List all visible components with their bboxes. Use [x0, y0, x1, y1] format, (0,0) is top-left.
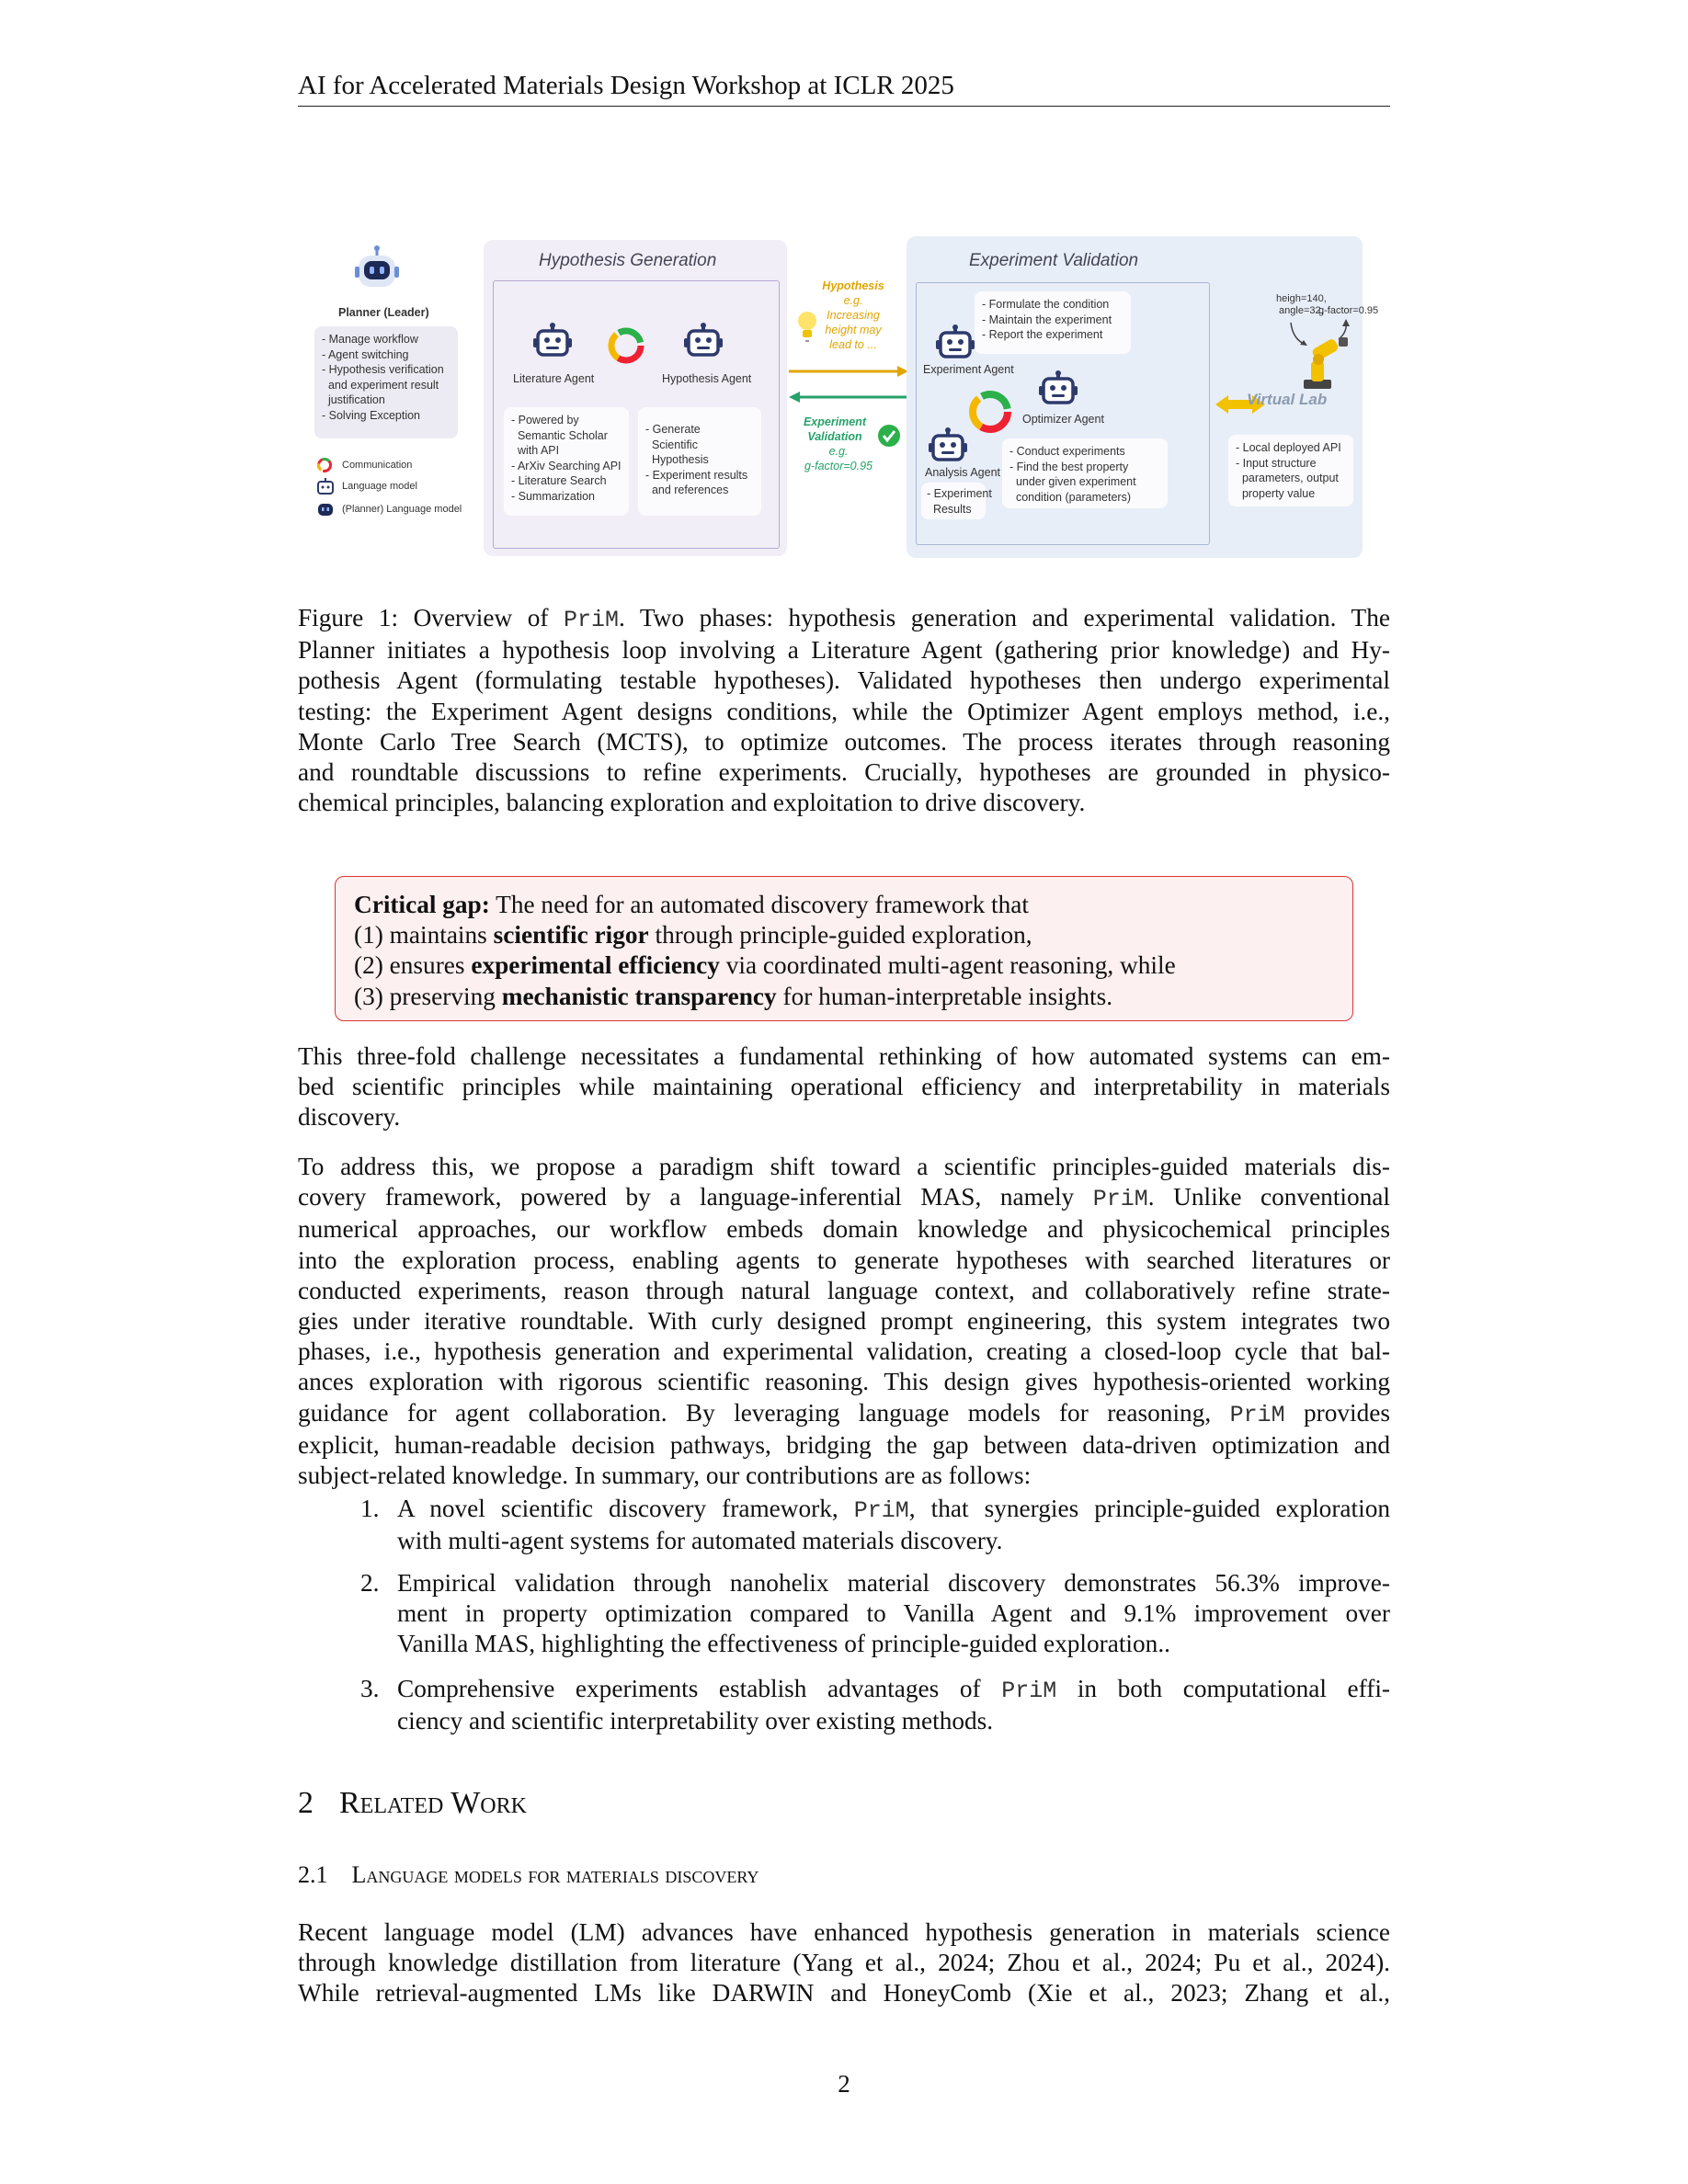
lab-output-param: g-factor=0.95 [1318, 305, 1379, 316]
planner-language-model-icon [316, 501, 335, 518]
validation-arrow-example: e.g. g-factor=0.95 [804, 445, 873, 472]
figure-1 [303, 234, 1379, 562]
virtual-lab-title: Virtual Lab [1247, 391, 1328, 408]
caption-line: Planner initiates a hypothesis loop involving a Literature Agent (gathering prior knowledge) and Hy- [298, 636, 1390, 665]
literature-agent-robot-icon [533, 323, 572, 361]
hypothesis-arrow-title: Hypothesis [822, 279, 884, 292]
planner-card: - Manage workflow - Agent switching - Hypothesis verification and experiment result justification - Solving Exception [314, 326, 458, 438]
gap-label: Critical gap: [354, 891, 490, 918]
paragraph-challenge: This three-fold challenge necessitates a fundamental rethinking of how automated systems can em- bed scientific principles while maintaining operational efficiency and interpretability in materials discovery. [298, 1042, 1390, 1132]
literature-agent-label: Literature Agent [513, 372, 595, 385]
planner-robot-icon [355, 245, 399, 291]
analysis-agent-label: Analysis Agent [925, 466, 1000, 479]
optimizer-agent-label: Optimizer Agent [1022, 413, 1104, 426]
figure-caption [298, 603, 1390, 818]
section-heading: 2 Related Work [298, 1786, 527, 1820]
paragraph-related-work: Recent language model (LM) advances have enhanced hypothesis generation in materials science through knowledge distillation from literature (Yang et al., 2024; Zhou et al., 2024; Pu et al., 2024). While retrieval-augmented LMs like DARWIN and HoneyComb (Xie et al., 2023; Zhang et al., [298, 1918, 1390, 2008]
legend-language-model: Language model [342, 481, 417, 492]
experiment-cycle-icon [965, 387, 1015, 437]
paragraph-proposal: To address this, we propose a paradigm shift toward a scientific principles-guided materials dis- covery framework, powered by a language-inferential MAS, namely PriM. Unlike conventional numerical approaches, our workflow embeds domain knowledge and physicochemical principles into the exploration process, enabling agents to generate hypotheses with searched literatures or conducted experiments, reason through natural language context, and collaboratively refine strate- gies under iterative roundtable. With curly designed prompt engineering, this system integrates two phases, i.e., hypothesis generation and experimental validation, creating a closed-loop cycle that bal- ances exploration with rigorous scientific reasoning. This design gives hypothesis-oriented working guidance for agent collaboration. By leveraging language models for reasoning, PriM provides explicit, human-readable decision pathways, bridging the gap between data-driven optimization and subject-related knowledge. In summary, our contributions are as follows: [298, 1153, 1390, 1490]
hypothesis-agent-robot-icon [684, 323, 723, 361]
hypothesis-agent-card: - Generate Scientific Hypothesis - Experiment results and references [638, 407, 761, 516]
gap-intro-line: Critical gap: The need for an automated discovery framework that [354, 891, 1029, 918]
caption-line: testing: the Experiment Agent designs conditions, while the Optimizer Agent employs method, i.e., [298, 697, 1390, 725]
hypothesis-agent-label: Hypothesis Agent [662, 372, 752, 385]
prim-name: PriM [564, 607, 620, 633]
virtual-lab-card: - Local deployed API - Input structure parameters, output property value [1228, 435, 1353, 506]
critical-gap-box [335, 876, 1353, 1021]
planner-title: Planner (Leader) [338, 306, 429, 319]
optimizer-agent-robot-icon [1039, 370, 1078, 409]
hypothesis-panel-title: Hypothesis Generation [539, 251, 717, 270]
prim-name: PriM [1092, 1186, 1148, 1213]
hypothesis-arrow-icon [787, 365, 910, 378]
analysis-agent-card: - Experiment Results [921, 483, 986, 519]
caption-line: Monte Carlo Tree Search (MCTS), to optimize outcomes. The process iterates through reasoning [298, 727, 1390, 756]
validation-arrow-title: Experiment Validation [803, 415, 867, 443]
optimizer-agent-card: - Conduct experiments - Find the best property under given experiment condition (parameters) [1002, 438, 1168, 508]
experiment-agent-label: Experiment Agent [923, 363, 1014, 376]
prim-name: PriM [853, 1497, 909, 1524]
literature-agent-card: - Powered by Semantic Scholar with API - ArXiv Searching API - Literature Search - Summarization [504, 407, 629, 516]
gap-item-2: (2) ensures experimental efficiency via coordinated multi-agent reasoning, while [354, 951, 1176, 980]
experiment-panel-title: Experiment Validation [969, 251, 1139, 270]
lab-input-params: heigh=140, angle=32, [1276, 293, 1327, 316]
subsection-heading: 2.1 Language models for materials discovery [298, 1861, 759, 1888]
legend-planner-lm: (Planner) Language model [342, 504, 462, 515]
prim-name: PriM [1001, 1678, 1057, 1704]
caption-line: Figure 1: Overview of PriM. Two phases: hypothesis generation and experimental validation. The [298, 604, 1390, 633]
communication-cycle-icon [605, 324, 647, 367]
gap-item-3: (3) preserving mechanistic transparency for human-interpretable insights. [354, 982, 1113, 1010]
experiment-agent-card: - Formulate the condition - Maintain the experiment - Report the experiment [975, 291, 1131, 354]
prim-name: PriM [1229, 1401, 1285, 1428]
analysis-agent-robot-icon [929, 427, 967, 466]
page-number: 2 [838, 2070, 850, 2098]
experiment-agent-robot-icon [936, 324, 975, 363]
hypothesis-arrow-example: e.g. Increasing height may lead to ... [825, 294, 882, 351]
robot-arm-icon [1283, 319, 1366, 391]
gap-item-1: (1) maintains scientific rigor through principle-guided exploration, [354, 921, 1032, 950]
caption-line: pothesis Agent (formulating testable hypotheses). Validated hypotheses then undergo experimental [298, 666, 1390, 695]
running-header: AI for Accelerated Materials Design Workshop at ICLR 2025 [298, 70, 1390, 107]
caption-line: and roundtable discussions to refine experiments. Crucially, hypotheses are grounded in physico- [298, 758, 1390, 787]
legend-communication: Communication [342, 460, 413, 471]
language-model-icon [316, 477, 335, 495]
communication-icon [316, 457, 333, 473]
caption-line: chemical principles, balancing exploration and exploitation to drive discovery. [298, 789, 1086, 817]
validation-arrow-icon [787, 391, 910, 404]
